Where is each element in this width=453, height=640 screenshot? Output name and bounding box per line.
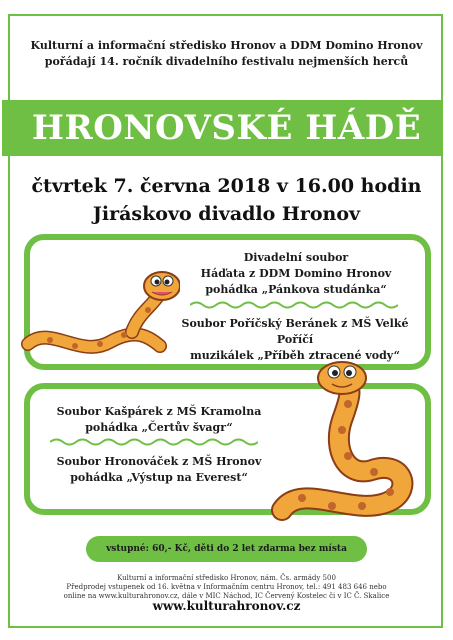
program-item-3-line-2: pohádka „Čertův švagr“	[85, 421, 233, 434]
program-item-4-line-2: pohádka „Výstup na Everest“	[70, 471, 248, 484]
festival-title: HRONOVSKÉ HÁDĚ	[31, 108, 422, 148]
website-link[interactable]: www.kulturahronov.cz	[152, 599, 301, 613]
snake-illustration-right	[262, 360, 422, 530]
event-date: čtvrtek 7. června 2018 v 16.00 hodin	[31, 175, 422, 197]
footer-line-1: Kulturní a informační středisko Hronov, nám. Čs. armády 500	[117, 574, 336, 582]
organizers-line-1: Kulturní a informační středisko Hronov a DDM Domino Hronov	[30, 39, 423, 52]
footer-line-2: Předprodej vstupenek od 16. května v Informačním centru Hronov, tel.: 491 483 646 nebo	[66, 583, 387, 591]
event-venue: Jiráskovo divadlo Hronov	[92, 203, 361, 225]
organizers-line-2: pořádají 14. ročník divadelního festivalu nejmenších herců	[44, 55, 409, 68]
footer-line-3: online na www.kulturahronov.cz, dále v MIC Náchod, IC Červený Kostelec či v IC Č. Skalice	[63, 592, 390, 600]
program-item-4	[44, 454, 274, 486]
program-item-2-line-1: Soubor Poříčský Beránek z MŠ Velké Poříčí	[181, 317, 409, 346]
program-item-4-line-1: Soubor Hronováček z MŠ Hronov	[56, 455, 262, 468]
snake-illustration-left	[20, 264, 180, 364]
footer-info	[0, 574, 453, 601]
program-item-1-line-3: pohádka „Pánkova studánka“	[205, 283, 387, 296]
program-item-3-line-1: Soubor Kašpárek z MŠ Kramolna	[56, 405, 262, 418]
program-item-3	[44, 404, 274, 436]
organizers-text	[0, 38, 453, 70]
wavy-divider-1	[190, 300, 398, 310]
program-item-2-line-2: muzikálek „Příběh ztracené vody“	[190, 349, 400, 362]
program-item-1	[168, 250, 424, 298]
program-item-1-line-1: Divadelní soubor	[243, 251, 349, 264]
program-item-1-line-2: Háďata z DDM Domino Hronov	[200, 267, 392, 280]
program-item-2	[164, 316, 426, 364]
wavy-divider-2	[50, 437, 258, 447]
admission-text: vstupné: 60,- Kč, děti do 2 let zdarma bez místa	[106, 544, 347, 554]
